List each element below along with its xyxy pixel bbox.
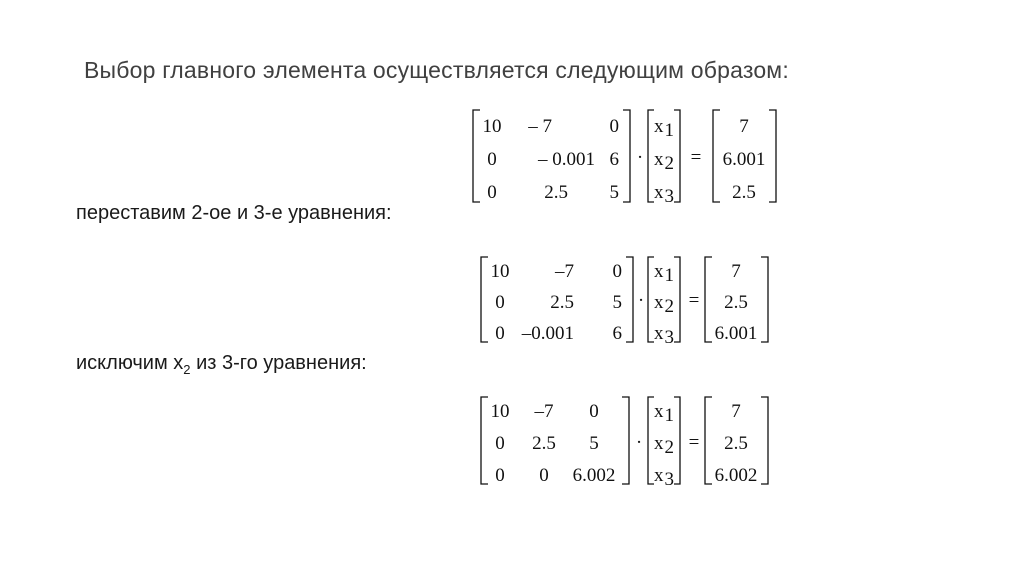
variable: x1	[654, 116, 674, 141]
variable: x2	[654, 292, 674, 317]
rhs-value: 7	[739, 116, 749, 137]
variable: x1	[654, 401, 674, 426]
matrix-cell: – 7	[528, 116, 552, 137]
var-vector-right-bracket	[674, 397, 680, 484]
matrix-cell: 6	[609, 149, 619, 170]
variable: x1	[654, 261, 674, 286]
matrix-cell: 0	[487, 149, 497, 170]
rhs-value: 7	[731, 261, 741, 282]
var-vector-right-bracket	[674, 110, 680, 202]
coef-matrix-left-bracket	[473, 110, 480, 202]
matrix-cell: 5	[589, 433, 599, 454]
matrix-cell: 0	[609, 116, 619, 137]
equation-3	[478, 392, 778, 492]
matrix-cell: 2.5	[532, 433, 556, 454]
swap-rows-label: переставим 2-ое и 3-е уравнения:	[76, 202, 392, 224]
equation-1	[470, 104, 786, 208]
slide-title: Выбор главного элемента осуществляется следующим образом:	[84, 57, 789, 83]
matrix-cell: –0.001	[521, 323, 574, 344]
rhs-vector-right-bracket	[761, 397, 768, 484]
matrix-cell: 0	[612, 261, 622, 282]
variable: x3	[654, 182, 674, 207]
rhs-value: 6.002	[714, 465, 758, 486]
rhs-value: 6.001	[722, 149, 766, 170]
coef-matrix-right-bracket	[622, 397, 629, 484]
rhs-vector-left-bracket	[705, 257, 712, 342]
coef-matrix-right-bracket	[623, 110, 630, 202]
multiplication-dot: ·	[635, 432, 643, 453]
eliminate-x2-label: исключим $x_2$ из 3-го уравнения:	[76, 352, 367, 377]
matrix-cell: – 0.001	[538, 149, 595, 170]
matrix-cell: 2.5	[550, 292, 574, 313]
matrix-cell: 0	[495, 433, 505, 454]
matrix-cell: 0	[495, 292, 505, 313]
rhs-value: 2.5	[732, 182, 756, 203]
coef-matrix-right-bracket	[626, 257, 633, 342]
matrix-cell: –7	[555, 261, 574, 282]
rhs-vector-right-bracket	[769, 110, 776, 202]
equals-sign: =	[688, 290, 700, 311]
equals-sign: =	[688, 432, 700, 453]
matrix-cell: 10	[490, 401, 510, 422]
matrix-cell: 0	[495, 323, 505, 344]
rhs-value: 2.5	[724, 433, 748, 454]
variable: x2	[654, 433, 674, 458]
multiplication-dot: ·	[637, 290, 645, 311]
matrix-cell: 10	[482, 116, 502, 137]
rhs-value: 7	[731, 401, 741, 422]
variable: x3	[654, 465, 674, 490]
matrix-cell: 0	[487, 182, 497, 203]
coef-matrix-left-bracket	[481, 257, 488, 342]
matrix-cell: 6.002	[572, 465, 616, 486]
matrix-cell: 5	[609, 182, 619, 203]
variable: x3	[654, 323, 674, 348]
rhs-vector-right-bracket	[761, 257, 768, 342]
equation-2	[478, 252, 778, 348]
multiplication-dot: ·	[636, 147, 644, 168]
coef-matrix-left-bracket	[481, 397, 488, 484]
matrix-cell: 0	[589, 401, 599, 422]
var-vector-right-bracket	[674, 257, 680, 342]
rhs-value: 2.5	[724, 292, 748, 313]
rhs-value: 6.001	[714, 323, 758, 344]
matrix-cell: 2.5	[544, 182, 568, 203]
matrix-cell: 0	[495, 465, 505, 486]
variable: x2	[654, 149, 674, 174]
matrix-cell: 5	[612, 292, 622, 313]
rhs-vector-left-bracket	[705, 397, 712, 484]
matrix-cell: 10	[490, 261, 510, 282]
equals-sign: =	[690, 147, 702, 168]
matrix-cell: –7	[534, 401, 554, 422]
matrix-cell: 6	[612, 323, 622, 344]
matrix-cell: 0	[539, 465, 549, 486]
rhs-vector-left-bracket	[713, 110, 720, 202]
